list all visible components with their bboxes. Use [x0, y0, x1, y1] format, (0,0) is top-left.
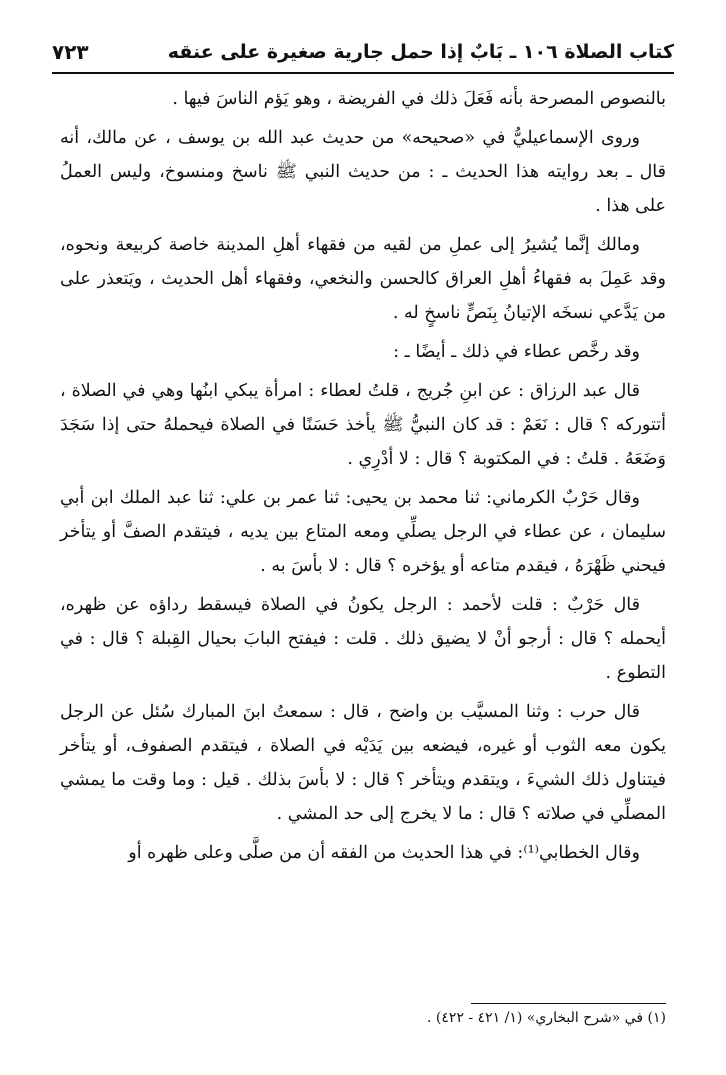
page-header [52, 32, 674, 74]
running-title: كتاب الصلاة ١٠٦ ـ بَابٌ إذا حمل جارية صغيرة على عنقه [167, 41, 674, 63]
paragraph-6: وقال حَرْبٌ الكرماني: ثنا محمد بن يحيى: ثنا عمر بن علي: ثنا عبد الملك ابن أبي سليمان ، عن عطاء في الرجل يصلِّي ومعه المتاع بين يديه ، فيتقدم الصفَّ أو يتأخر فيحني ظَهْرَهُ ، فيقدم متاعه أو يؤخره ؟ قال : لا بأسَ به . [60, 488, 666, 576]
paragraph-3: ومالك إنَّما يُشيرُ إلى عملِ من لقيه من فقهاء أهلِ المدينة خاصة كربيعة ونحوه، وقد عَمِلَ به فقهاءُ أهلِ العراق كالحسن والنخعي، وفقهاء أهل الحديث ، ويَتعذر على من يَدَّعي نسخَه الإتيانُ بِنَصٍّ ناسخٍ له . [60, 235, 666, 323]
page-number: ٧٢٣ [52, 40, 89, 64]
paragraph-8: قال حرب : وثنا المسيَّب بن واضح ، قال : سمعتُ ابنَ المبارك سُئل عن الرجل يكون معه الثوب أو غيره، فيضعه بين يَدَيْه في الصلاة ، فيتقدم الصفوف، أو يتأخر فيتناول ذلك الشيءَ ، ويتقدم ويتأخر ؟ قال : لا بأسَ بذلك . قيل : وما وقت ما يمشي المصلِّي في صلاته ؟ قال : ما لا يخرج إلى حد المشي . [60, 702, 666, 824]
paragraph-9: وقال الخطابي⁽¹⁾: في هذا الحديث من الفقه أن من صلَّى وعلى ظهره أو [128, 843, 640, 863]
paragraph-5: قال عبد الرزاق : عن ابنِ جُريج ، قلتُ لعطاء : امرأة يبكي ابنُها وهي في الصلاة ، أتتوركه ؟ قال : نَعَمْ : قد كان النبيُّ ﷺ يأخذ حَسَنًا في الصلاة فيحملهُ حتى إذا سَجَدَ وَضَعَهُ . قلتُ : في المكتوبة ؟ قال : لا أدْرِي . [60, 381, 666, 469]
paragraph-1: بالنصوص المصرحة بأنه فَعَلَ ذلك في الفريضة ، وهو يَؤم الناسَ فيها . [172, 89, 666, 109]
paragraph-4: وقد رخَّص عطاء في ذلك ـ أيضًا ـ : [393, 342, 640, 362]
footnote: (١) في «شرح البخاري» (١/ ٤٢١ - ٤٢٢) . [427, 1010, 666, 1026]
paragraph-7: قال حَرْبٌ : قلت لأحمد : الرجل يكونُ في الصلاة فيسقط رداؤه عن ظهره، أيحمله ؟ قال : أرجو أنْ لا يضيق ذلك . قلت : فيفتح البابَ بحيال القِبلة ؟ قال : في التطوع . [60, 595, 666, 683]
paragraph-2: وروى الإسماعيليُّ في «صحيحه» من حديث عبد الله بن يوسف ، عن مالك، أنه قال ـ بعد روايته هذا الحديث ـ : من حديث النبي ﷺ ناسخ ومنسوخ، وليس العملُ على هذا . [60, 128, 666, 216]
page-body [60, 82, 666, 875]
footnote-divider [471, 1003, 666, 1004]
